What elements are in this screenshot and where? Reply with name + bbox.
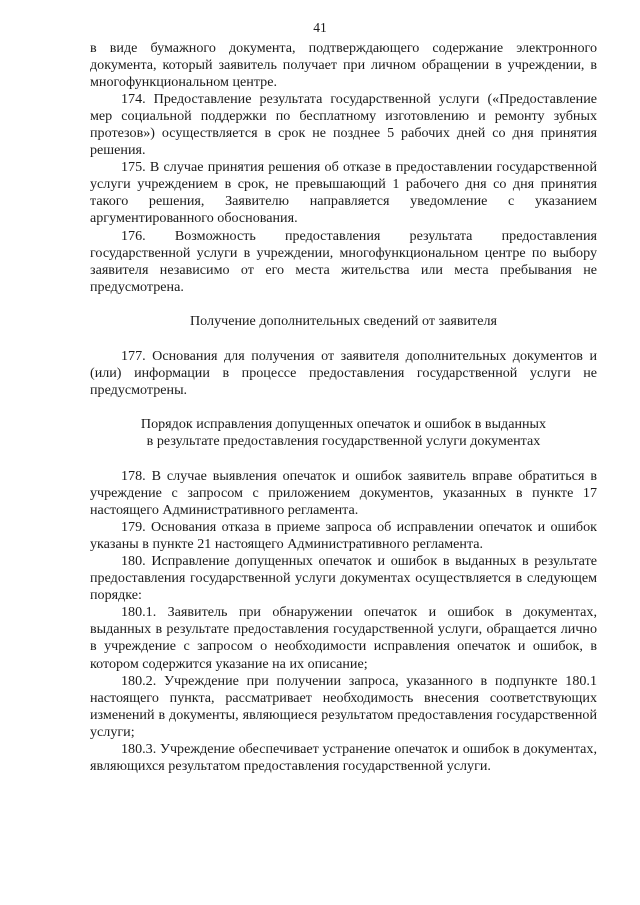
section-heading-corrections — [90, 416, 597, 450]
paragraph-continuation: в виде бумажного документа, подтверждающего содержание электронного документа, который заявитель получает при личном обращении в учреждении, в многофункциональном центре. — [90, 40, 597, 91]
heading-line: Порядок исправления допущенных опечаток и ошибок в выданных — [140, 415, 547, 432]
heading-line: Получение дополнительных сведений от заявителя — [190, 312, 497, 329]
heading-line: в результате предоставления государственной услуги документах — [146, 432, 541, 449]
paragraph-177: 177. Основания для получения от заявителя дополнительных документов и (или) информации в процессе предоставления государственной услуги не предусмотрены. — [90, 347, 597, 398]
document-body — [90, 40, 597, 775]
paragraph-180-1: 180.1. Заявитель при обнаружении опечаток и ошибок в документах, выданных в результате предоставления государственной услуги, обращается лично в учреждение с запросом о необходимости исправления опечаток и ошибок, в котором содержится указание на их описание; — [90, 604, 597, 672]
paragraph-174: 174. Предоставление результата государственной услуги («Предоставление мер социальной поддержки по бесплатному изготовлению и ремонту зубных протезов») осуществляется в срок не позднее 5 рабочих дней со дня принятия решения. — [90, 91, 597, 159]
page-number: 41 — [313, 20, 327, 35]
paragraph-180: 180. Исправление допущенных опечаток и ошибок в выданных в результате предоставления государственной услуги документах осуществляется в следующем порядке: — [90, 553, 597, 604]
section-heading-additional-info — [90, 313, 597, 330]
paragraph-178: 178. В случае выявления опечаток и ошибок заявитель вправе обратиться в учреждение с запросом с приложением документов, указанных в пункте 17 настоящего Административного регламента. — [90, 467, 597, 519]
paragraph-175: 175. В случае принятия решения об отказе в предоставлении государственной услуги учреждением в срок, не превышающий 1 рабочего дня со дня принятия такого решения, Заявителю направляется уведомление с указанием аргументированного обоснования. — [90, 159, 597, 227]
paragraph-176: 176. Возможность предоставления результата предоставления государственной услуги в учреждении, многофункциональном центре по выбору заявителя независимо от его места жительства или места пребывания не предусмотрена. — [90, 227, 597, 295]
paragraph-179: 179. Основания отказа в приеме запроса об исправлении опечаток и ошибок указаны в пункте 21 настоящего Административного регламента. — [90, 519, 597, 553]
paragraph-180-2: 180.2. Учреждение при получении запроса, указанного в подпункте 180.1 настоящего пункта, рассматривает необходимость внесения соответствующих изменений в документы, являющиеся результатом предоставления государственной услуги; — [90, 672, 597, 740]
paragraph-180-3: 180.3. Учреждение обеспечивает устранение опечаток и ошибок в документах, являющихся результатом предоставления государственной услуги. — [90, 740, 597, 774]
